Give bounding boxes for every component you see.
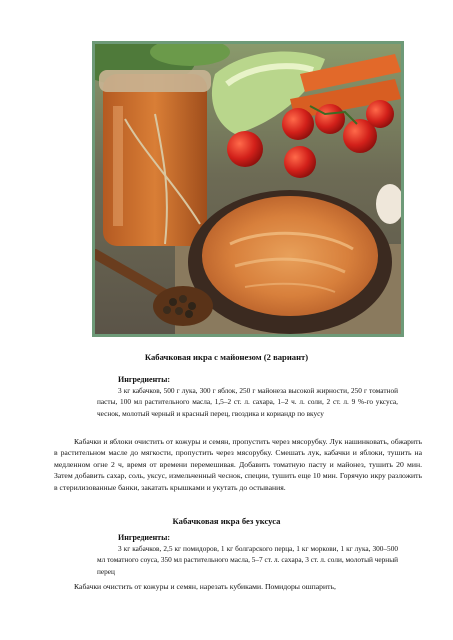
recipe-method: Кабачки очистить от кожуры и семян, нарезать кубиками. Помидоры ошпарить, [74, 582, 336, 591]
ingredients-list: 3 кг кабачков, 500 г лука, 300 г яблок, 250 г майонеза высокой жирности, 250 г томатной пасты, 100 мл растительного масла, 1,5–2 ст. л. сахара, 1–2 ч. л. соли, 2 ст. л. 9 %-го уксуса, чеснок, молотый черный и красный перец, гвоздика и кориандр по вкусу [97, 386, 398, 418]
ingredients-list: 3 кг кабачков, 2,5 кг помидоров, 1 кг болгарского перца, 1 кг моркови, 1 кг лука, 300–500 мл томатного соуса, 350 мл растительного масла, 5–7 ст. л. сахара, 3 ст. л. соли, молотый черный перец [97, 544, 398, 576]
recipe-title: Кабачковая икра без уксуса [172, 516, 281, 526]
ingredients-heading: Ингредиенты: [118, 533, 171, 542]
recipe-photo [92, 41, 404, 337]
zucchini-caviar-photo [95, 44, 401, 334]
recipe-title: Кабачковая икра с майонезом (2 вариант) [144, 352, 309, 362]
ingredients-heading: Ингредиенты: [118, 375, 171, 384]
recipe-method: Кабачки и яблоки очистить от кожуры и семян, пропустить через мясорубку. Лук нашинковать, обжарить в растительном масле до мягкости, пропустить через мясорубку. Смешать лук, кабачки и яблоки, тушить на медленном огне 2 ч, время от времени перемешивая. Добавить томатную пасту и майонез, тушить 20 мин. Затем добавить сахар, соль, уксус, измельченный чеснок, специи, тушить еще 10 мин. Горячую икру разложить в стерилизованные банки, закатать крышками и укутать до остывания. [54, 437, 422, 492]
